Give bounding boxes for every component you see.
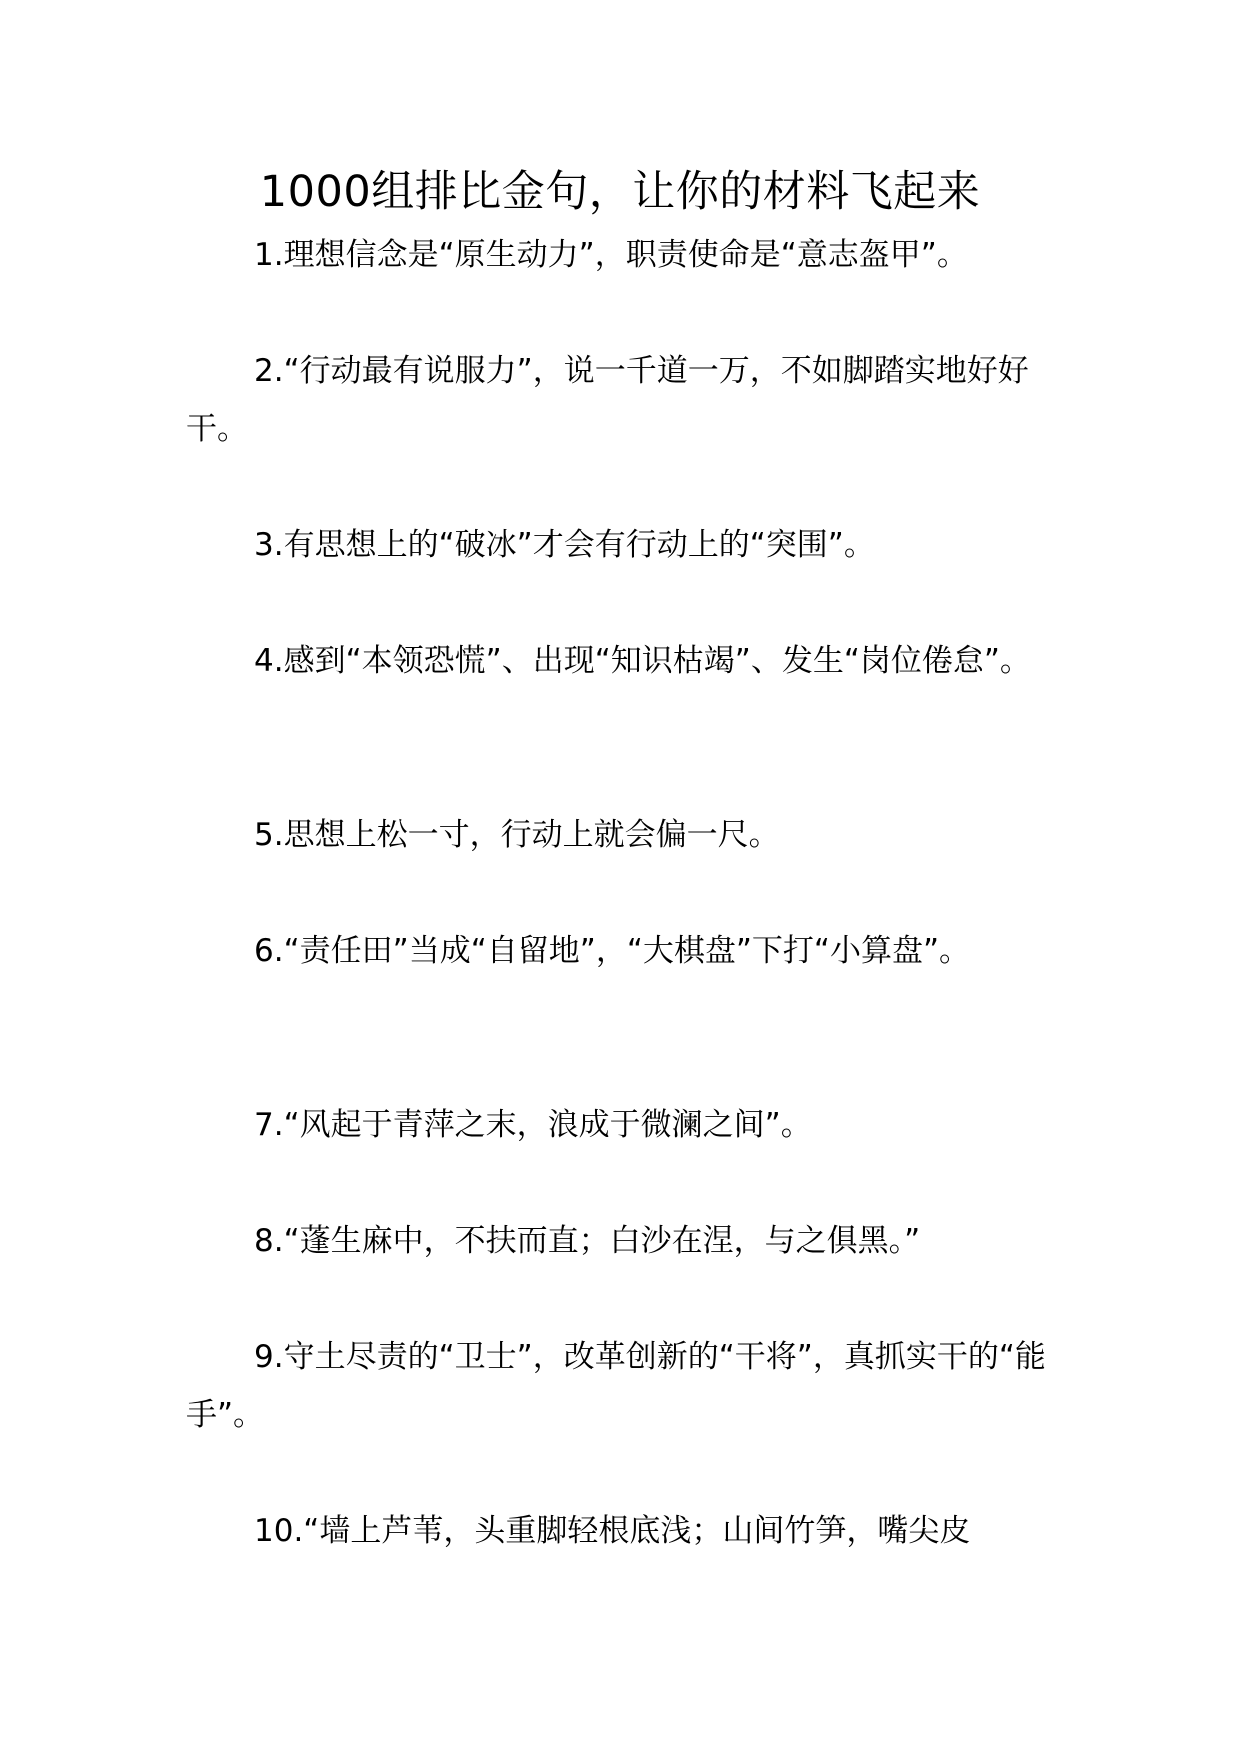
list-item: 1.理想信念是“原生动力”，职责使命是“意志盔甲”。 — [254, 237, 968, 273]
list-item: 8.“蓬生麻中，不扶而直；白沙在涅，与之俱黑。” — [254, 1223, 921, 1259]
list-item: 6.“责任田”当成“自留地”，“大棋盘”下打“小算盘”。 — [254, 933, 971, 969]
list-item: 2.“行动最有说服力”，说一千道一万，不如脚踏实地好好干。 — [186, 353, 1029, 447]
list-item: 10.“墙上芦苇，头重脚轻根底浅；山间竹笋，嘴尖皮 — [254, 1513, 971, 1549]
list-item: 4.感到“本领恐慌”、出现“知识枯竭”、发生“岗位倦怠”。 — [254, 643, 1031, 679]
list-item: 7.“风起于青萍之末，浪成于微澜之间”。 — [254, 1107, 812, 1143]
list-item: 5.思想上松一寸，行动上就会偏一尺。 — [254, 817, 780, 853]
list-item: 9.守土尽责的“卫士”，改革创新的“干将”，真抓实干的“能手”。 — [186, 1339, 1046, 1433]
list-item: 3.有思想上的“破冰”才会有行动上的“突围”。 — [254, 527, 875, 563]
document-title: 1000组排比金句，让你的材料飞起来 — [259, 167, 981, 217]
